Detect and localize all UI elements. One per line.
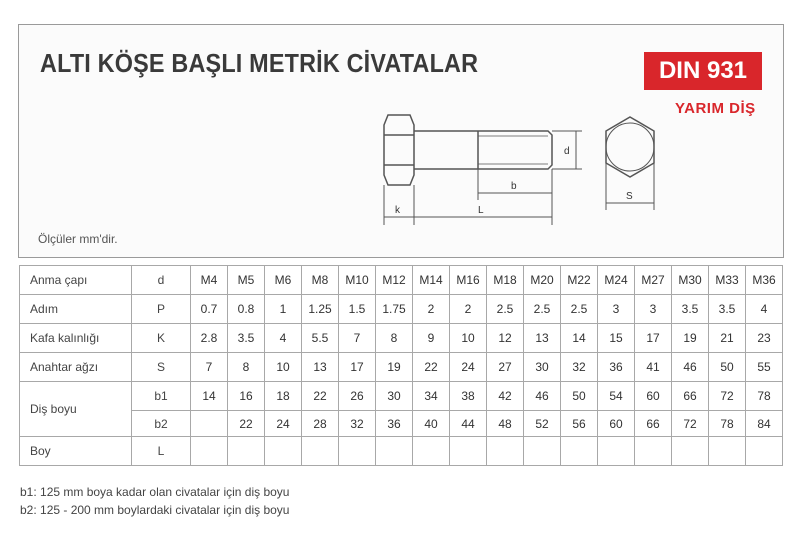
table-cell: 2.5 <box>524 295 561 324</box>
row-symbol: S <box>132 353 191 382</box>
table-cell: 10 <box>265 353 302 382</box>
size-header-cell: M5 <box>228 266 265 295</box>
table-row <box>20 266 783 295</box>
table-row <box>20 411 783 437</box>
table-cell: 12 <box>487 324 524 353</box>
table-cell <box>413 437 450 466</box>
units-note: Ölçüler mm'dir. <box>38 232 118 246</box>
table-cell: 22 <box>413 353 450 382</box>
table-row <box>20 382 783 411</box>
table-cell: 32 <box>561 353 598 382</box>
table-cell: 60 <box>598 411 635 437</box>
dimension-label-d: d <box>564 146 570 157</box>
table-cell <box>302 437 339 466</box>
table-cell: 46 <box>672 353 709 382</box>
table-cell: 3.5 <box>228 324 265 353</box>
size-header-cell: M6 <box>265 266 302 295</box>
table-cell <box>746 437 783 466</box>
row-label: Boy <box>20 437 132 466</box>
dimension-label-b: b <box>511 181 517 192</box>
table-cell: 17 <box>339 353 376 382</box>
row-symbol: K <box>132 324 191 353</box>
table-cell <box>487 437 524 466</box>
size-header-cell: M12 <box>376 266 413 295</box>
page-title: ALTI KÖŞE BAŞLI METRİK CİVATALAR <box>40 48 479 78</box>
table-cell: 15 <box>598 324 635 353</box>
bolt-specification-table <box>19 265 783 466</box>
table-cell: 5.5 <box>302 324 339 353</box>
table-cell: 19 <box>672 324 709 353</box>
table-cell: 14 <box>191 382 228 411</box>
table-cell: 0.8 <box>228 295 265 324</box>
table-cell: 3.5 <box>672 295 709 324</box>
table-cell: 18 <box>265 382 302 411</box>
table-cell: 10 <box>450 324 487 353</box>
table-cell: 24 <box>265 411 302 437</box>
table-cell: 3 <box>598 295 635 324</box>
table-cell: 16 <box>228 382 265 411</box>
table-cell: 78 <box>709 411 746 437</box>
row-label: Anahtar ağzı <box>20 353 132 382</box>
dimension-label-L: L <box>478 205 484 216</box>
table-cell: 7 <box>191 353 228 382</box>
table-cell <box>672 437 709 466</box>
table-cell: 72 <box>709 382 746 411</box>
row-label: Anma çapı <box>20 266 132 295</box>
table-cell: 1.25 <box>302 295 339 324</box>
table-cell: 19 <box>376 353 413 382</box>
table-row <box>20 353 783 382</box>
table-row <box>20 295 783 324</box>
table-cell: 54 <box>598 382 635 411</box>
table-cell <box>561 437 598 466</box>
table-cell: 32 <box>339 411 376 437</box>
table-cell <box>524 437 561 466</box>
table-row <box>20 437 783 466</box>
table-cell: 23 <box>746 324 783 353</box>
bolt-head-top-view <box>606 117 654 177</box>
table-cell: 66 <box>635 411 672 437</box>
size-header-cell: M33 <box>709 266 746 295</box>
bolt-shank <box>414 131 552 169</box>
footnotes <box>20 483 289 519</box>
table-cell: 4 <box>746 295 783 324</box>
table-cell: 48 <box>487 411 524 437</box>
table-cell: 2.5 <box>487 295 524 324</box>
table-cell: 50 <box>709 353 746 382</box>
row-symbol: b1 <box>132 382 191 411</box>
dimension-label-S: S <box>626 191 633 202</box>
table-cell: 34 <box>413 382 450 411</box>
table-cell: 84 <box>746 411 783 437</box>
table-cell: 27 <box>487 353 524 382</box>
table-cell: 4 <box>265 324 302 353</box>
table-cell: 36 <box>376 411 413 437</box>
table-cell: 56 <box>561 411 598 437</box>
table-cell: 9 <box>413 324 450 353</box>
standard-badge: DIN 931 <box>644 52 762 90</box>
table-cell: 78 <box>746 382 783 411</box>
size-header-cell: M14 <box>413 266 450 295</box>
size-header-cell: M16 <box>450 266 487 295</box>
table-cell: 7 <box>339 324 376 353</box>
table-cell <box>191 411 228 437</box>
table-cell <box>598 437 635 466</box>
size-header-cell: M36 <box>746 266 783 295</box>
dimension-label-k: k <box>395 205 400 216</box>
table-cell: 2.5 <box>561 295 598 324</box>
table-cell: 17 <box>635 324 672 353</box>
table-cell: 40 <box>413 411 450 437</box>
table-cell: 8 <box>228 353 265 382</box>
size-header-cell: M22 <box>561 266 598 295</box>
bolt-head-side <box>384 115 414 185</box>
table-cell: 42 <box>487 382 524 411</box>
table-cell: 41 <box>635 353 672 382</box>
size-header-cell: M10 <box>339 266 376 295</box>
table-cell: 22 <box>228 411 265 437</box>
table-cell <box>709 437 746 466</box>
footnote-b1: b1: 125 mm boya kadar olan civatalar için diş boyu <box>20 485 290 499</box>
table-cell: 66 <box>672 382 709 411</box>
size-header-cell: M8 <box>302 266 339 295</box>
table-cell: 38 <box>450 382 487 411</box>
table-cell <box>339 437 376 466</box>
table-cell: 46 <box>524 382 561 411</box>
table-cell <box>635 437 672 466</box>
table-cell: 2 <box>413 295 450 324</box>
table-cell: 24 <box>450 353 487 382</box>
row-symbol: L <box>132 437 191 466</box>
row-label: Adım <box>20 295 132 324</box>
table-cell: 13 <box>302 353 339 382</box>
table-cell: 30 <box>524 353 561 382</box>
size-header-cell: M18 <box>487 266 524 295</box>
size-header-cell: M24 <box>598 266 635 295</box>
size-header-cell: M4 <box>191 266 228 295</box>
table-cell: 1 <box>265 295 302 324</box>
size-header-cell: M27 <box>635 266 672 295</box>
table-cell <box>450 437 487 466</box>
table-cell: 21 <box>709 324 746 353</box>
table-cell: 44 <box>450 411 487 437</box>
table-cell: 2.8 <box>191 324 228 353</box>
table-cell: 60 <box>635 382 672 411</box>
table-cell: 30 <box>376 382 413 411</box>
table-cell <box>228 437 265 466</box>
table-cell <box>191 437 228 466</box>
row-symbol: d <box>132 266 191 295</box>
table-cell: 14 <box>561 324 598 353</box>
table-cell: 0.7 <box>191 295 228 324</box>
table-cell <box>265 437 302 466</box>
row-label: Kafa kalınlığı <box>20 324 132 353</box>
table-cell: 2 <box>450 295 487 324</box>
table-cell: 36 <box>598 353 635 382</box>
table-cell: 3.5 <box>709 295 746 324</box>
table-cell: 72 <box>672 411 709 437</box>
bolt-technical-drawing <box>360 105 660 235</box>
thread-type-subtitle: YARIM DİŞ <box>675 100 756 117</box>
table-cell <box>376 437 413 466</box>
table-cell: 50 <box>561 382 598 411</box>
row-symbol: b2 <box>132 411 191 437</box>
table-cell: 13 <box>524 324 561 353</box>
size-header-cell: M20 <box>524 266 561 295</box>
table-cell: 26 <box>339 382 376 411</box>
table-cell: 8 <box>376 324 413 353</box>
table-cell: 22 <box>302 382 339 411</box>
table-row <box>20 324 783 353</box>
table-cell: 1.75 <box>376 295 413 324</box>
table-cell: 28 <box>302 411 339 437</box>
row-label: Diş boyu <box>20 382 132 437</box>
table-cell: 1.5 <box>339 295 376 324</box>
table-cell: 55 <box>746 353 783 382</box>
footnote-b2: b2: 125 - 200 mm boylardaki civatalar için diş boyu <box>20 503 290 517</box>
table-cell: 52 <box>524 411 561 437</box>
row-symbol: P <box>132 295 191 324</box>
table-cell: 3 <box>635 295 672 324</box>
size-header-cell: M30 <box>672 266 709 295</box>
